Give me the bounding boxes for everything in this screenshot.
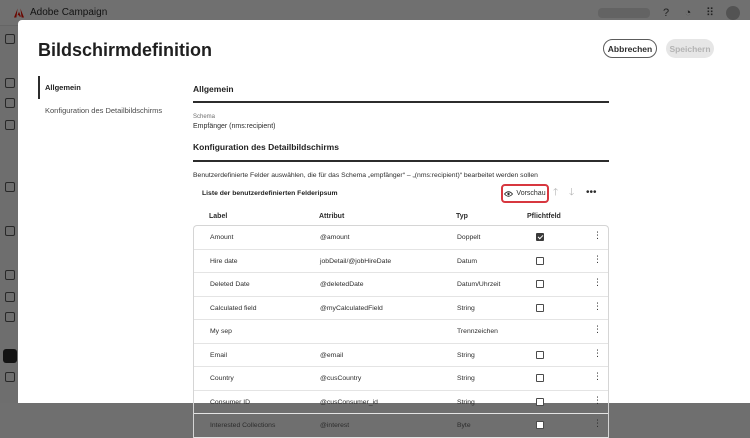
row-type: Datum xyxy=(457,257,478,265)
row-type: String xyxy=(457,375,475,382)
row-label: Country xyxy=(210,375,234,382)
table-row[interactable] xyxy=(194,273,608,297)
row-label: Interested Collections xyxy=(210,422,276,429)
table-row[interactable] xyxy=(194,226,608,250)
table-row[interactable] xyxy=(194,320,608,344)
col-header-label: Label xyxy=(209,213,228,220)
row-attribute: jobDetail/@jobHireDate xyxy=(320,257,392,265)
dialog-title: Bildschirmdefinition xyxy=(38,40,213,60)
side-nav-item-detail-config[interactable]: Konfiguration des Detailbildschirms xyxy=(45,106,163,115)
table-row[interactable] xyxy=(194,391,608,415)
table-row[interactable] xyxy=(194,297,608,321)
save-button[interactable]: Speichern xyxy=(666,39,714,58)
row-type: Byte xyxy=(457,422,471,429)
section-divider xyxy=(193,160,609,162)
required-checkbox[interactable] xyxy=(536,233,544,241)
cancel-button[interactable]: Abbrechen xyxy=(603,39,657,58)
config-description: Benutzerdefinierte Felder auswählen, die für das Schema „empfänger“ – „(nms:recipient)“ bearbeitet werden sollen xyxy=(193,172,538,179)
required-checkbox[interactable] xyxy=(536,280,544,288)
row-more-icon[interactable]: ⋮ xyxy=(593,394,602,405)
required-checkbox[interactable] xyxy=(536,257,544,265)
row-type: Datum/Uhrzeit xyxy=(457,281,501,288)
col-header-attribute: Attribut xyxy=(319,213,345,220)
row-more-icon[interactable]: ⋮ xyxy=(593,277,602,287)
row-attribute: @email xyxy=(320,351,344,359)
required-checkbox[interactable] xyxy=(536,374,544,382)
row-more-icon[interactable]: ⋮ xyxy=(593,371,602,381)
table-row[interactable] xyxy=(194,414,608,438)
row-type: String xyxy=(457,304,475,312)
schema-value: Empfänger (nms:recipient) xyxy=(193,123,276,130)
row-more-icon[interactable]: ⋮ xyxy=(593,324,602,334)
detail-config-section-title: Konfiguration des Detailbildschirms xyxy=(193,142,339,152)
custom-fields-table xyxy=(193,225,609,438)
row-more-icon[interactable]: ⋮ xyxy=(593,300,602,311)
row-label: Amount xyxy=(210,234,234,241)
table-row[interactable] xyxy=(194,344,608,368)
row-more-icon[interactable]: ⋮ xyxy=(593,347,602,358)
row-attribute: @amount xyxy=(320,234,350,241)
row-attribute: @interest xyxy=(320,422,350,429)
required-checkbox[interactable] xyxy=(536,421,544,429)
col-header-required: Pflichtfeld xyxy=(527,213,561,220)
row-more-icon[interactable]: ⋮ xyxy=(593,253,602,264)
general-section-title: Allgemein xyxy=(193,84,234,94)
eye-icon xyxy=(504,191,513,197)
table-row[interactable] xyxy=(194,250,608,274)
row-type: String xyxy=(457,398,475,406)
row-attribute: @cusConsumer_id xyxy=(320,398,378,406)
row-label: Consumer ID xyxy=(210,398,251,406)
row-label: Email xyxy=(210,351,227,359)
row-type: Doppelt xyxy=(457,234,481,241)
schema-label: Schema xyxy=(193,114,216,120)
row-more-icon[interactable]: ⋮ xyxy=(593,418,602,428)
required-checkbox[interactable] xyxy=(536,398,544,406)
side-nav-item-general[interactable]: Allgemein xyxy=(38,76,178,99)
row-label: Deleted Date xyxy=(210,281,250,288)
table-row[interactable] xyxy=(194,367,608,391)
custom-fields-list-title: Liste der benutzerdefinierten Felderipsum xyxy=(202,190,338,197)
required-checkbox[interactable] xyxy=(536,304,544,312)
row-type: Trennzeichen xyxy=(457,328,498,335)
screen-definition-dialog xyxy=(18,20,750,429)
row-attribute: @deletedDate xyxy=(320,281,364,288)
move-up-icon[interactable]: 🡑 xyxy=(553,187,559,198)
preview-button-label: Vorschau xyxy=(516,190,546,197)
preview-button[interactable] xyxy=(501,184,549,203)
section-divider xyxy=(193,101,609,103)
move-down-icon[interactable]: 🡓 xyxy=(569,187,575,198)
row-more-icon[interactable]: ⋮ xyxy=(593,230,602,240)
row-attribute: @cusCountry xyxy=(320,375,362,382)
row-label: My sep xyxy=(210,328,232,335)
dialog-side-nav xyxy=(38,76,178,122)
row-label: Calculated field xyxy=(210,304,257,312)
row-attribute: @myCalculatedField xyxy=(320,304,383,312)
more-options-icon[interactable]: ••• xyxy=(586,187,597,198)
row-label: Hire date xyxy=(210,257,238,265)
col-header-type: Typ xyxy=(456,213,468,220)
row-type: String xyxy=(457,351,475,359)
required-checkbox[interactable] xyxy=(536,351,544,359)
